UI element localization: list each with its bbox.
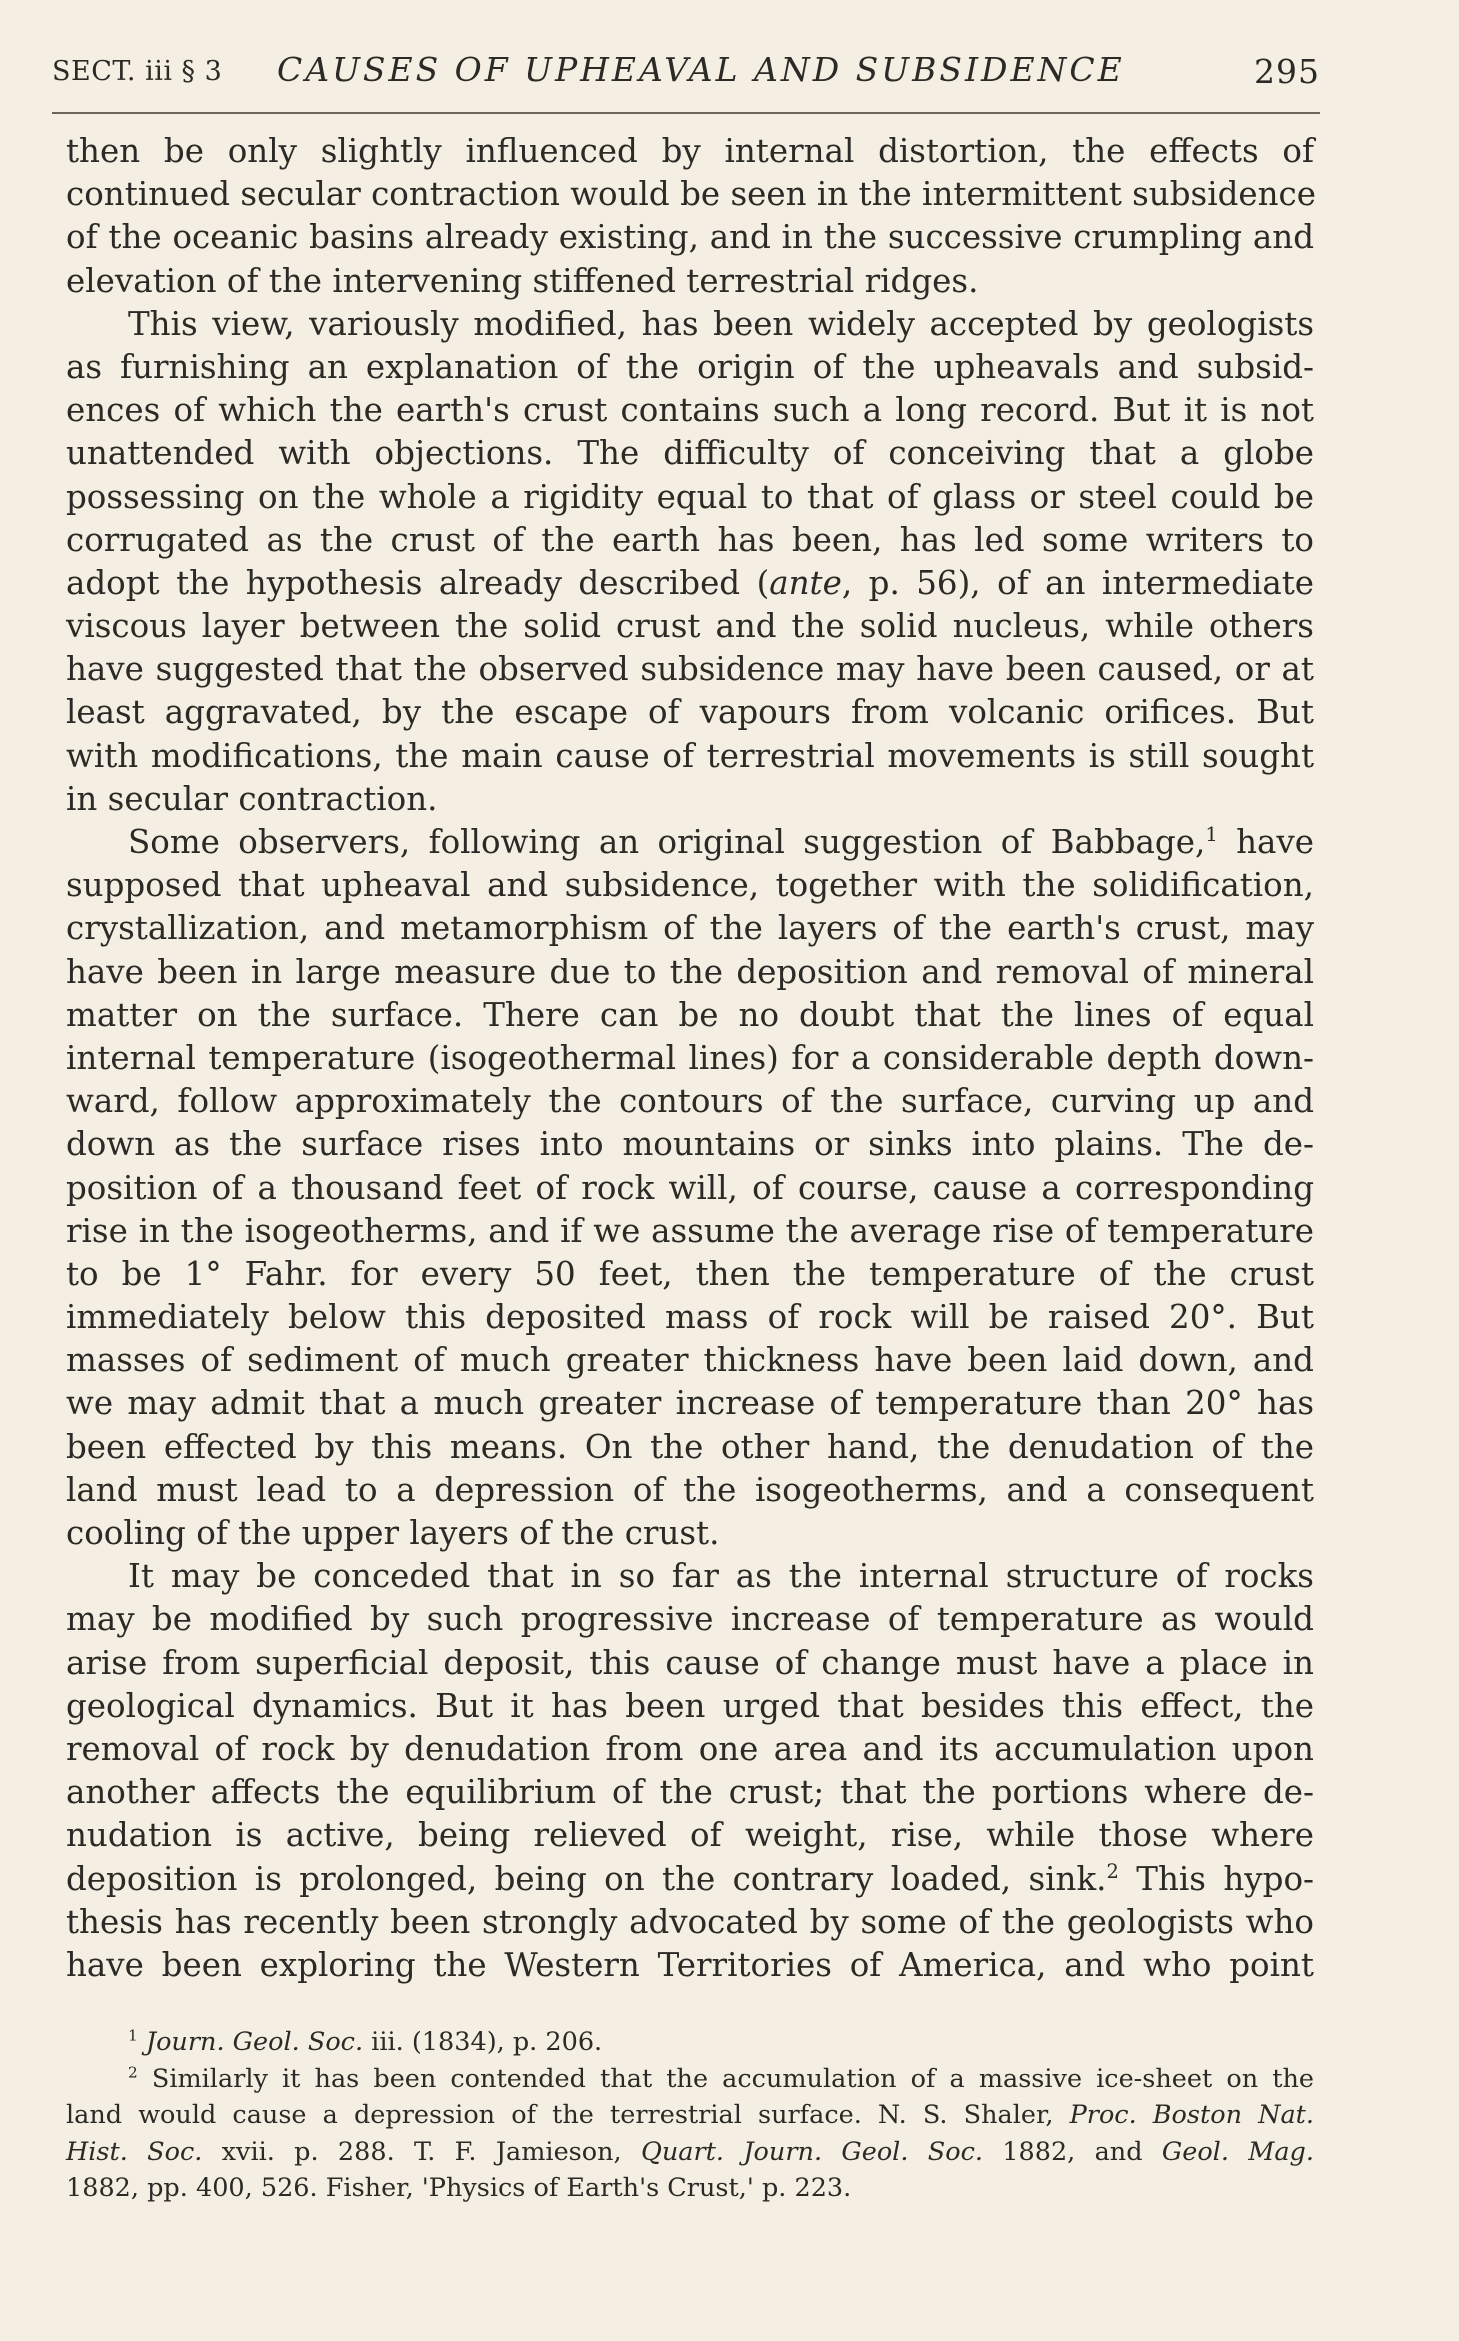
text-run: land would cause a depression of the terrestrial surface. N. S. Shaler, <box>66 2100 1070 2130</box>
italic-text: Quart. Journ. Geol. Soc. <box>640 2136 983 2167</box>
text-run: viscous layer between the solid crust and the solid nucleus, while others <box>66 607 1314 646</box>
text-line <box>66 1123 1314 1166</box>
text-run: rise in the isogeotherms, and if we assume the average rise of temperature <box>66 1211 1314 1250</box>
text-line <box>66 648 1314 691</box>
text-run: been effected by this means. On the other hand, the denudation of the <box>66 1427 1314 1466</box>
text-run: 1882, pp. 400, 526. Fisher, 'Physics of Earth's Crust,' p. 223. <box>66 2173 852 2203</box>
text-line <box>66 1253 1314 1296</box>
text-run: down as the surface rises into mountains or sinks into plains. The de- <box>66 1125 1314 1164</box>
text-run: of the oceanic basins already existing, and in the successive crumpling and <box>66 218 1314 257</box>
text-line <box>66 605 1314 648</box>
text-run: unattended with objections. The difficulty of conceiving that a globe <box>66 434 1314 473</box>
text-run <box>138 2027 146 2057</box>
text-line <box>66 821 1314 864</box>
italic-text: Proc. Boston Nat. <box>1069 2100 1314 2130</box>
text-line <box>66 216 1314 259</box>
text-line <box>66 1426 1314 1469</box>
text-line <box>66 1901 1314 1944</box>
italic-text: Journ. Geol. Soc. <box>145 2027 364 2057</box>
text-line <box>66 1037 1314 1080</box>
text-run: Similarly it has been contended that the accumulation of a massive ice-sheet on the <box>137 2063 1314 2094</box>
text-run: corrugated as the crust of the earth has been, has led some writers to <box>66 520 1314 559</box>
footnote-marker: 1 <box>128 2026 138 2045</box>
italic-text: Geol. Mag. <box>1161 2136 1314 2167</box>
italic-text: ante <box>769 563 842 602</box>
footnote-line <box>66 2061 1314 2098</box>
text-run: removal of rock by denudation from one area and its accumulation upon <box>66 1729 1314 1768</box>
text-line <box>66 778 1314 821</box>
footnote-ref: 2 <box>1106 1859 1119 1883</box>
footnote-marker: 2 <box>128 2063 138 2081</box>
text-line <box>66 1555 1314 1598</box>
text-line <box>66 1685 1314 1728</box>
text-run: continued secular contraction would be seen in the intermittent subsidence <box>66 175 1316 214</box>
text-line <box>66 562 1314 605</box>
footnote-ref: 1 <box>1205 823 1218 847</box>
footnote-line <box>66 2134 1314 2171</box>
text-line <box>66 1858 1314 1901</box>
text-line <box>66 432 1314 475</box>
text-line <box>66 1469 1314 1512</box>
text-run: ward, follow approximately the contours of the surface, curving up and <box>66 1082 1314 1121</box>
text-line <box>66 864 1314 907</box>
text-run: immediately below this deposited mass of rock will be raised 20°. But <box>66 1298 1314 1337</box>
text-line <box>66 691 1314 734</box>
text-run: have been exploring the Western Territories of America, and who point <box>66 1945 1314 1984</box>
text-run: another affects the equilibrium of the crust; that the portions where de- <box>66 1773 1314 1812</box>
text-run: thesis has recently been strongly advocated by some of the geologists who <box>66 1902 1314 1941</box>
text-line <box>66 389 1314 432</box>
text-line <box>66 1944 1314 1987</box>
text-run: cooling of the upper layers of the crust. <box>66 1514 720 1552</box>
text-run: arise from superficial deposit, this cause of change must have a place in <box>66 1643 1314 1682</box>
text-run: It may be conceded that in so far as the internal structure of rocks <box>128 1557 1314 1596</box>
text-run: Some observers, following an original suggestion of Babbage, <box>128 823 1206 861</box>
text-run: then be only slightly influenced by internal distortion, the effects of <box>66 132 1314 170</box>
text-run: This view, variously modified, has been widely accepted by geologists <box>128 304 1314 343</box>
text-line <box>66 1339 1314 1382</box>
text-line <box>66 1728 1314 1771</box>
section-label: SECT. iii § 3 <box>52 56 223 87</box>
text-run: nudation is active, being relieved of weight, rise, while those where <box>66 1816 1314 1855</box>
text-run: crystallization, and metamorphism of the layers of the earth's crust, may <box>66 909 1314 948</box>
text-run: geological dynamics. But it has been urged that besides this effect, the <box>66 1686 1314 1725</box>
text-run: we may admit that a much greater increase of temperature than 20° has <box>66 1384 1314 1423</box>
text-run: as furnishing an explanation of the origin of the upheavals and subsid- <box>66 347 1314 386</box>
text-line <box>66 130 1314 173</box>
text-run: internal temperature (isogeothermal lines) for a considerable depth down- <box>66 1038 1314 1077</box>
text-run: 1882, and <box>982 2136 1162 2167</box>
text-run: ences of which the earth's crust contains such a long record. But it is not <box>66 391 1314 430</box>
text-line <box>66 951 1314 994</box>
text-run: , p. 56), of an intermediate <box>841 563 1314 602</box>
text-line <box>66 1598 1314 1641</box>
text-run: possessing on the whole a rigidity equal to that of glass or steel could be <box>66 477 1314 516</box>
text-run: with modifications, the main cause of terrestrial movements is still sought <box>66 736 1314 775</box>
text-line <box>66 519 1314 562</box>
text-run: in secular contraction. <box>66 779 438 818</box>
text-line <box>66 1296 1314 1339</box>
text-line <box>66 735 1314 778</box>
text-run: have <box>1217 823 1315 861</box>
text-run: This hypo- <box>1118 1859 1315 1898</box>
text-line <box>66 1512 1314 1555</box>
running-title: CAUSES OF UPHEAVAL AND SUBSIDENCE <box>277 50 1125 89</box>
text-line <box>66 907 1314 950</box>
text-run: position of a thousand feet of rock will, of course, cause a corresponding <box>66 1168 1314 1207</box>
text-line <box>66 1210 1314 1253</box>
text-run: xvii. p. 288. T. F. Jamieson, <box>202 2136 641 2167</box>
text-line <box>66 1080 1314 1123</box>
text-line <box>66 994 1314 1037</box>
text-run: supposed that upheaval and subsidence, together with the solidification, <box>66 866 1314 905</box>
text-line <box>66 173 1314 216</box>
text-line <box>66 303 1314 346</box>
text-run: may be modified by such progressive increase of temperature as would <box>66 1600 1314 1639</box>
italic-text: Hist. Soc. <box>66 2136 203 2167</box>
text-run: iii. (1834), p. 206. <box>363 2027 603 2057</box>
text-run: least aggravated, by the escape of vapours from volcanic orifices. But <box>66 693 1314 732</box>
text-run: have suggested that the observed subsidence may have been caused, or at <box>66 650 1314 689</box>
text-line <box>66 1771 1314 1814</box>
text-line <box>66 476 1314 519</box>
footnote-line <box>66 2024 1314 2061</box>
footnote-line <box>66 2170 1314 2207</box>
header-rule <box>52 112 1320 114</box>
text-line <box>66 1167 1314 1210</box>
text-run: land must lead to a depression of the isogeotherms, and a consequent <box>66 1470 1314 1509</box>
text-run: masses of sediment of much greater thickness have been laid down, and <box>66 1341 1314 1380</box>
running-header <box>52 50 1320 100</box>
footnote-line <box>66 2097 1314 2134</box>
text-line <box>66 346 1314 389</box>
text-run: elevation of the intervening stiffened terrestrial ridges. <box>66 261 979 300</box>
body-text <box>66 130 1314 1987</box>
page-number: 295 <box>1254 52 1320 91</box>
text-line <box>66 1814 1314 1857</box>
text-run: have been in large measure due to the deposition and removal of mineral <box>66 952 1314 991</box>
text-run: matter on the surface. There can be no doubt that the lines of equal <box>66 995 1314 1034</box>
text-line <box>66 1382 1314 1425</box>
text-run: adopt the hypothesis already described ( <box>66 563 770 602</box>
text-run: deposition is prolonged, being on the contrary loaded, sink. <box>66 1859 1107 1898</box>
footnotes <box>66 2024 1314 2207</box>
text-line <box>66 260 1314 303</box>
text-line <box>66 1642 1314 1685</box>
text-run: to be 1° Fahr. for every 50 feet, then the temperature of the crust <box>66 1254 1314 1293</box>
